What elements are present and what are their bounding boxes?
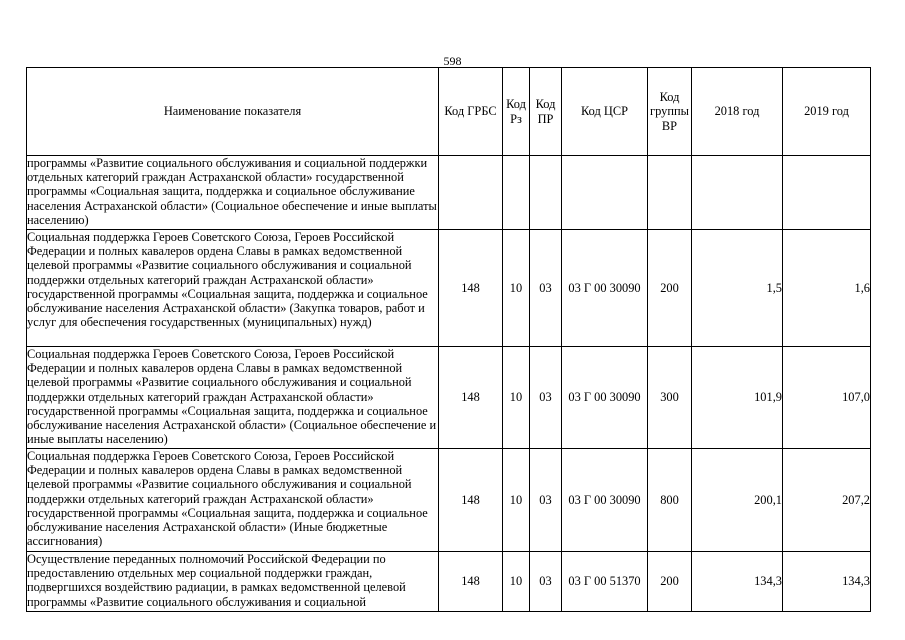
table-row bbox=[27, 552, 871, 612]
row-grbs: 148 bbox=[439, 449, 503, 552]
row-csr: 03 Г 00 30090 bbox=[562, 449, 648, 552]
budget-table bbox=[26, 67, 871, 612]
row-grbs: 148 bbox=[439, 347, 503, 449]
row-rz: 10 bbox=[503, 230, 530, 347]
header-csr: Код ЦСР bbox=[562, 68, 648, 156]
row-vr bbox=[648, 156, 692, 230]
row-pr: 03 bbox=[530, 449, 562, 552]
header-name: Наименование показателя bbox=[27, 68, 439, 156]
header-2018: 2018 год bbox=[692, 68, 783, 156]
row-csr bbox=[562, 156, 648, 230]
row-rz: 10 bbox=[503, 347, 530, 449]
row-vr: 200 bbox=[648, 230, 692, 347]
row-rz: 10 bbox=[503, 552, 530, 612]
row-vr: 800 bbox=[648, 449, 692, 552]
row-name: Осуществление переданных полномочий Российской Федерации по предоставлению отдельных мер социальной поддержки граждан, подвергшихся воздействию радиации, в рамках ведомственной целевой программы «Развитие социального обслуживания и социальной bbox=[27, 552, 439, 612]
row-name: Социальная поддержка Героев Советского Союза, Героев Российской Федерации и полных кавалеров ордена Славы в рамках ведомственной целевой программы «Развитие социального обслуживания и социальной поддержки отдельных категорий граждан Астраханской области» государственной программы «Социальная защита, поддержка и социальное обслуживание населения Астраханской области» (Социальное обеспечение и иные выплаты населению) bbox=[27, 347, 439, 449]
row-2018: 134,3 bbox=[692, 552, 783, 612]
header-grbs: Код ГРБС bbox=[439, 68, 503, 156]
row-pr: 03 bbox=[530, 552, 562, 612]
row-2019: 107,0 bbox=[783, 347, 871, 449]
row-name: программы «Развитие социального обслуживания и социальной поддержки отдельных категорий граждан Астраханской области» государственной программы «Социальная защита, поддержка и социальное обслуживание населения Астраханской области» (Социальное обеспечение и иные выплаты населению) bbox=[27, 156, 439, 230]
header-2019: 2019 год bbox=[783, 68, 871, 156]
table-row bbox=[27, 230, 871, 347]
row-grbs bbox=[439, 156, 503, 230]
row-pr: 03 bbox=[530, 230, 562, 347]
row-2018: 1,5 bbox=[692, 230, 783, 347]
row-name: Социальная поддержка Героев Советского Союза, Героев Российской Федерации и полных кавалеров ордена Славы в рамках ведомственной целевой программы «Развитие социального обслуживания и социальной поддержки отдельных категорий граждан Астраханской области» государственной программы «Социальная защита, поддержка и социальное обслуживание населения Астраханской области» (Иные бюджетные ассигнования) bbox=[27, 449, 439, 552]
row-2018: 101,9 bbox=[692, 347, 783, 449]
row-rz: 10 bbox=[503, 449, 530, 552]
row-name: Социальная поддержка Героев Советского Союза, Героев Российской Федерации и полных кавалеров ордена Славы в рамках ведомственной целевой программы «Развитие социального обслуживания и социальной поддержки отдельных категорий граждан Астраханской области» государственной программы «Социальная защита, поддержка и социальное обслуживание населения Астраханской области» (Закупка товаров, работ и услуг для обеспечения государственных (муниципальных) нужд) bbox=[27, 230, 439, 347]
row-vr: 300 bbox=[648, 347, 692, 449]
header-pr: Код ПР bbox=[530, 68, 562, 156]
row-rz bbox=[503, 156, 530, 230]
row-vr: 200 bbox=[648, 552, 692, 612]
table-row bbox=[27, 449, 871, 552]
row-2019 bbox=[783, 156, 871, 230]
row-pr: 03 bbox=[530, 347, 562, 449]
row-2019: 207,2 bbox=[783, 449, 871, 552]
row-grbs: 148 bbox=[439, 230, 503, 347]
header-row bbox=[27, 68, 871, 156]
row-csr: 03 Г 00 51370 bbox=[562, 552, 648, 612]
header-rz: Код Рз bbox=[503, 68, 530, 156]
row-2018 bbox=[692, 156, 783, 230]
row-2019: 134,3 bbox=[783, 552, 871, 612]
row-2019: 1,6 bbox=[783, 230, 871, 347]
table-row bbox=[27, 156, 871, 230]
row-grbs: 148 bbox=[439, 552, 503, 612]
row-csr: 03 Г 00 30090 bbox=[562, 347, 648, 449]
table-row bbox=[27, 347, 871, 449]
row-2018: 200,1 bbox=[692, 449, 783, 552]
page-number: 598 bbox=[443, 54, 462, 68]
header-vr: Код группы ВР bbox=[648, 68, 692, 156]
row-csr: 03 Г 00 30090 bbox=[562, 230, 648, 347]
row-pr bbox=[530, 156, 562, 230]
